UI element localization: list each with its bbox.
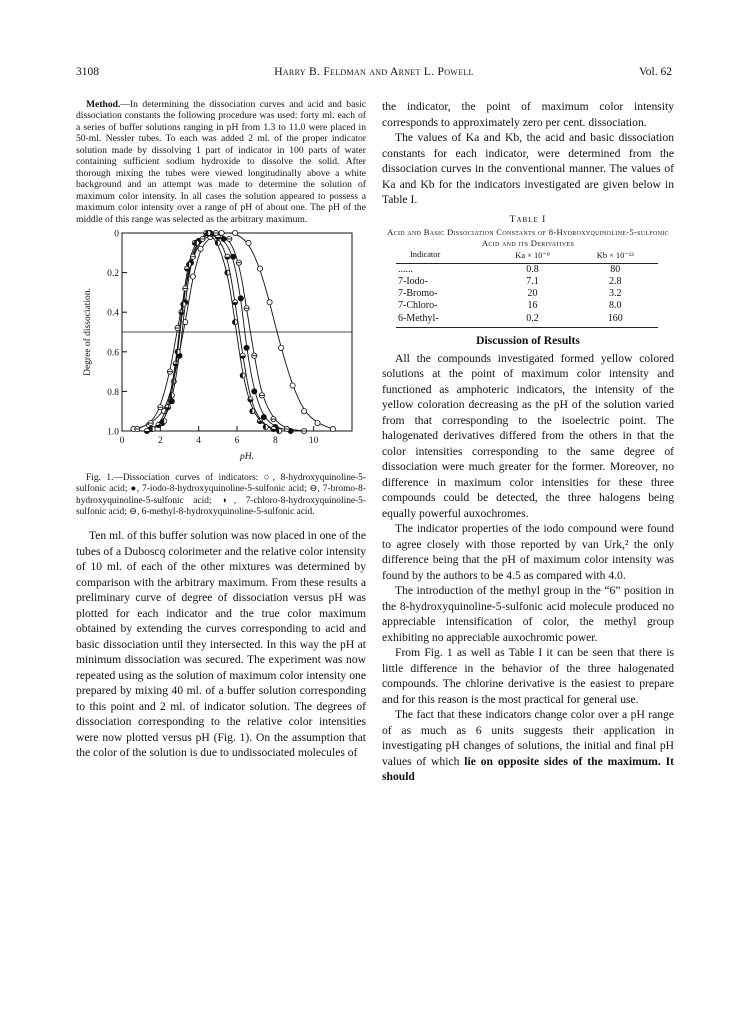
- x-tick-label: 0: [119, 435, 125, 446]
- x-axis-label: pH.: [240, 451, 254, 462]
- data-point: [315, 420, 320, 425]
- volume-number: Vol. 62: [638, 66, 672, 78]
- table-cell: 16: [527, 300, 538, 312]
- figure-caption: [76, 473, 366, 518]
- running-head: Harry B. Feldman and Arnet L. Powell: [274, 66, 474, 78]
- y-axis-label: Degree of dissociation.: [83, 288, 93, 376]
- table-cell: 160: [573, 313, 658, 328]
- table-cell: 7-Chloro-: [398, 300, 438, 312]
- data-point: [252, 389, 257, 394]
- data-point: [257, 266, 262, 271]
- table-row: [396, 263, 658, 276]
- right-paragraph-2: The values of Ka and Kb, the acid and basic dissociation constants for each indicator, were determined from the dissociation curves in the conventional manner. The values of Ka and Kb for the indicators investigated are given below in Table I.: [382, 131, 674, 206]
- data-point: [190, 274, 195, 279]
- right-paragraph-1: the indicator, the point of maximum color intensity corresponds to approximately zero per cent. dissociation.: [382, 100, 674, 129]
- running-header: [76, 66, 672, 82]
- table-title: Table I: [509, 213, 547, 225]
- data-point: [290, 383, 295, 388]
- y-tick-label: 0.6: [107, 348, 119, 359]
- data-point: [267, 300, 272, 305]
- x-tick-label: 4: [196, 435, 202, 446]
- x-tick-label: 6: [234, 435, 240, 446]
- table-cell: 7-Iodo-: [398, 275, 428, 287]
- series-line: [134, 233, 333, 429]
- left-body-paragraph: [76, 528, 366, 761]
- discussion-paragraph-2: The indicator properties of the iodo compound were found to agree closely with those reported by van Urk,² the only difference being that the pH of maximum color intensity was found by the authors to be 4.5 as compared with 4.0.: [382, 522, 674, 582]
- data-point: [232, 230, 237, 235]
- table-cell: 80: [610, 263, 621, 275]
- y-tick-label: 0.4: [107, 308, 119, 319]
- data-point: [246, 240, 251, 245]
- table-row: [396, 288, 658, 300]
- data-point: [244, 345, 249, 350]
- y-tick-label: 0: [114, 229, 119, 240]
- table-cell: 3.2: [609, 288, 622, 300]
- table-cell: 7.1: [526, 275, 539, 287]
- series-line: [137, 234, 304, 431]
- method-text: —In determining the dissociation curves and acid and basic dissociation constants the following procedure was used: forty ml. each of a series of buffer solutions ranging in pH from 1.3 to 11.0 were placed in 50-ml. Nessler tubes. To each was added 2 ml. of the proper indicator solution made by dissolving 1 part of indicator in 100 parts of water containing sufficient sodium hydroxide to dissolve the solid. After thorough mixing the tubes were viewed longitudinally above a white background and an attempt was made to determine the solution of maximum color intensity. In all cases the solution appeared to possess a maximum color intensity over a range of pH of about one. The pH of the middle of this range was selected as the arbitrary maximum.: [76, 99, 366, 225]
- table-header-indicator: Indicator: [396, 250, 492, 264]
- x-tick-label: 8: [272, 435, 278, 446]
- data-point: [278, 345, 283, 350]
- table-cell: 0.8: [526, 263, 539, 275]
- y-tick-label: 0.8: [107, 387, 119, 398]
- dissociation-chart: [76, 227, 366, 471]
- y-tick-label: 0.2: [107, 269, 119, 280]
- table-header-ka: Ka × 10⁻⁹: [492, 250, 572, 264]
- table-cell: 8.0: [609, 300, 622, 312]
- table-cell: ......: [398, 263, 413, 275]
- figure-label: Fig. 1.: [86, 472, 114, 483]
- data-point: [238, 296, 243, 301]
- discussion-paragraph-3: The introduction of the methyl group in the “6” position in the 8-hydroxyquinoline-5-sulfonic acid molecule produced no appreciable intensification of color, the methyl group exhibiting no appreciable auxochromic power.: [382, 584, 674, 644]
- discussion-paragraph-4: From Fig. 1 as well as Table I it can be seen that there is little difference in the behavior of the three halogenated compounds. The chlorine derivative is the easiest to prepare and for this reason is the most practical for general use.: [382, 646, 674, 706]
- right-column: [382, 99, 674, 785]
- data-point: [330, 426, 335, 431]
- table-row: [396, 300, 658, 312]
- table-row: [396, 313, 658, 328]
- table-row: [396, 276, 658, 288]
- left-column: [76, 99, 366, 761]
- table-header-kb: Kb × 10⁻¹³: [573, 250, 658, 264]
- discussion-paragraph-1: All the compounds investigated formed yellow colored solutions at the point of maximum color intensity and functioned as amphoteric indicators, the intensity of the yellow coloration decreasing as the pH of the solution varied from that corresponding to the isoelectric point. The halogenated derivatives differed from the others in that the color intensities corresponding to the same degree of dissociation were much greater for the former. Moreover, no difference in maximum color intensities for these three compounds could be detected, the three halogens being equally powerful auxochromes.: [382, 351, 674, 520]
- method-heading: Method.: [86, 99, 121, 110]
- section-heading: Discussion of Results: [476, 333, 580, 347]
- table-cell: 2.8: [609, 275, 622, 287]
- series-line: [147, 234, 274, 431]
- table-cell: 6-Methyl-: [396, 313, 492, 328]
- data-point: [198, 246, 203, 251]
- data-point: [231, 254, 236, 259]
- table-cell: 0.2: [492, 313, 572, 328]
- table-cell: 20: [527, 288, 538, 300]
- x-tick-label: 10: [308, 435, 319, 446]
- table-caption: Acid and Basic Dissociation Constants of 8-Hydroxyquinoline-5-sulfonic Acid and its Derivatives: [387, 226, 669, 248]
- table-cell: 7-Bromo-: [398, 288, 438, 300]
- discussion-paragraph-5-bold: lie on opposite sides of the maximum. It should: [382, 754, 674, 784]
- data-point: [301, 409, 306, 414]
- method-paragraph: [76, 99, 366, 225]
- x-tick-label: 2: [157, 435, 163, 446]
- discussion-paragraph-5: [382, 707, 674, 785]
- figure-1: [76, 227, 366, 471]
- figure-caption-text: —Dissociation curves of indicators: ○, 8-hydroxyquinoline-5-sulfonic acid; ●, 7-iodo-8-hydroxyquinoline-5-sulfonic acid; ⊖, 7-bromo-8-hydroxyquinoline-5-sulfonic acid; ◑, 7-chloro-8-hydroxyquinoline-5-sulfonic acid; ⊖, 6-methyl-8-hydroxyquinoline-5-sulfonic acid.: [76, 472, 366, 517]
- y-tick-label: 1.0: [107, 427, 119, 438]
- left-paragraph: Ten ml. of this buffer solution was now placed in one of the tubes of a Duboscq colorimeter and the relative color intensity of 10 ml. of each of the other mixtures was determined by comparison with the arbitrary maximum. From these results a preliminary curve of degree of dissociation versus pH was plotted for each indicator and the true color maximum obtained by extending the curves corresponding to acid and basic dissociation until they intersected. In this way the pH at minimum dissociation was secured. The experiment was now repeated using as the solution of maximum color intensity one prepared by mixing 40 ml. of a buffer solution corresponding to this point and 2 ml. of indicator solution. The degrees of dissociation corresponding to the relative color intensities were now plotted versus pH (Fig. 1). On the assumption that the color of the solution is due to undissociated molecules of: [76, 529, 366, 760]
- dissociation-constants-table: [396, 250, 658, 328]
- page-number: 3108: [76, 66, 99, 78]
- discussion-paragraph-5-text: The fact that these indicators change color over a pH range of as much as 6 units suggests their application in investigating pH changes of solutions, the initial and final pH values of which: [382, 708, 674, 768]
